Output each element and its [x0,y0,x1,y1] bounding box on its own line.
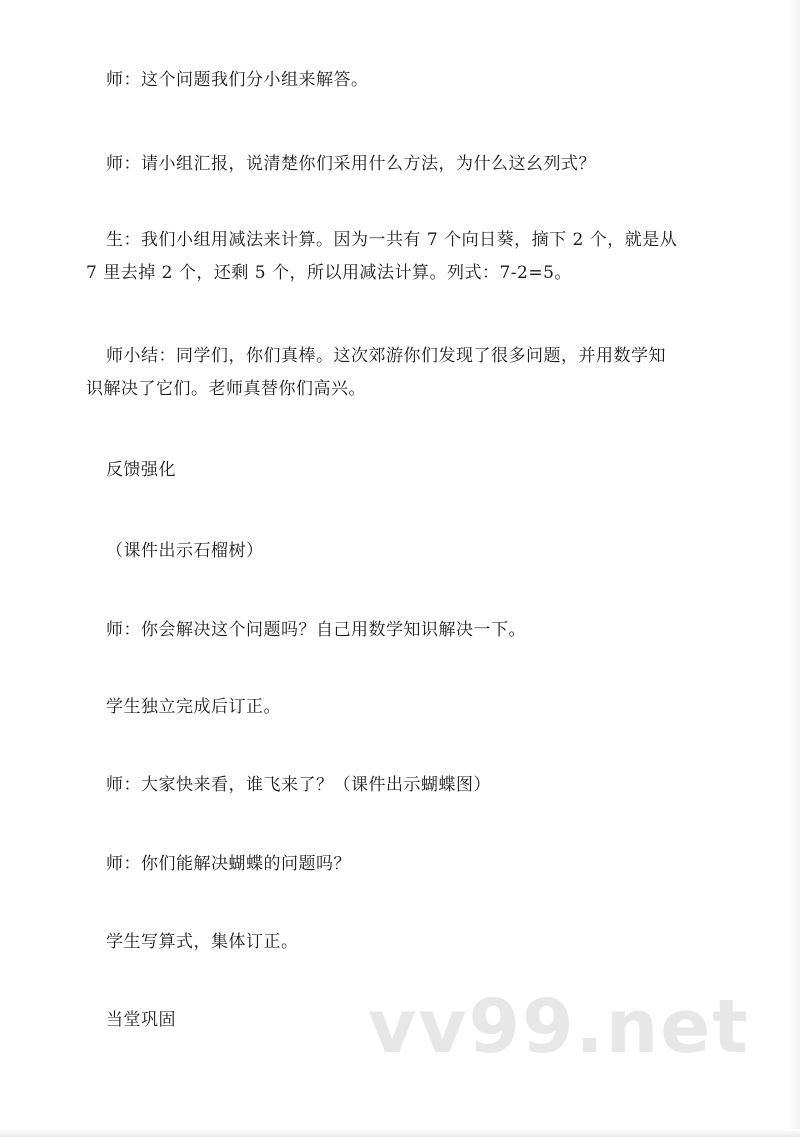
text-line: 师：大家快来看，谁飞来了？（课件出示蝴蝶图） [106,775,491,795]
paragraph [86,926,706,959]
text-line: 学生独立完成后订正。 [106,697,281,717]
text-line: 识解决了它们。老师真替你们高兴。 [86,379,366,399]
paragraph [86,691,706,724]
text-line: 反馈强化 [106,460,176,480]
text-line: 7 里去掉 2 个，还剩 5 个，所以用减法计算。列式：7-2=5。 [86,263,572,283]
watermark-logo: vv99.net [368,984,750,1070]
paragraph [86,614,706,647]
paragraph [86,848,706,881]
text-line: 当堂巩固 [106,1010,176,1030]
paragraph [86,535,706,568]
paragraph [86,769,706,802]
text-line: 师：你们能解决蝴蝶的问题吗？ [106,854,351,874]
page-bottom-shadow [0,1129,800,1137]
text-line: 师：请小组汇报，说清楚你们采用什么方法，为什么这幺列式？ [106,154,596,174]
text-line: （课件出示石榴树） [106,541,264,561]
text-line: 师：你会解决这个问题吗？自己用数学知识解决一下。 [106,620,526,640]
paragraph [86,64,706,97]
text-line: 学生写算式，集体订正。 [106,932,299,952]
section-heading [86,454,706,487]
text-line: 师小结：同学们，你们真棒。这次郊游你们发现了很多问题，并用数学知 [106,346,666,366]
text-line: 师：这个问题我们分小组来解答。 [106,70,369,90]
paragraph [86,340,706,406]
text-line: 生：我们小组用减法来计算。因为一共有 7 个向日葵，摘下 2 个，就是从 [106,230,678,250]
paragraph [86,148,706,181]
paragraph [86,224,706,290]
page-edge-shadow [788,0,800,1137]
